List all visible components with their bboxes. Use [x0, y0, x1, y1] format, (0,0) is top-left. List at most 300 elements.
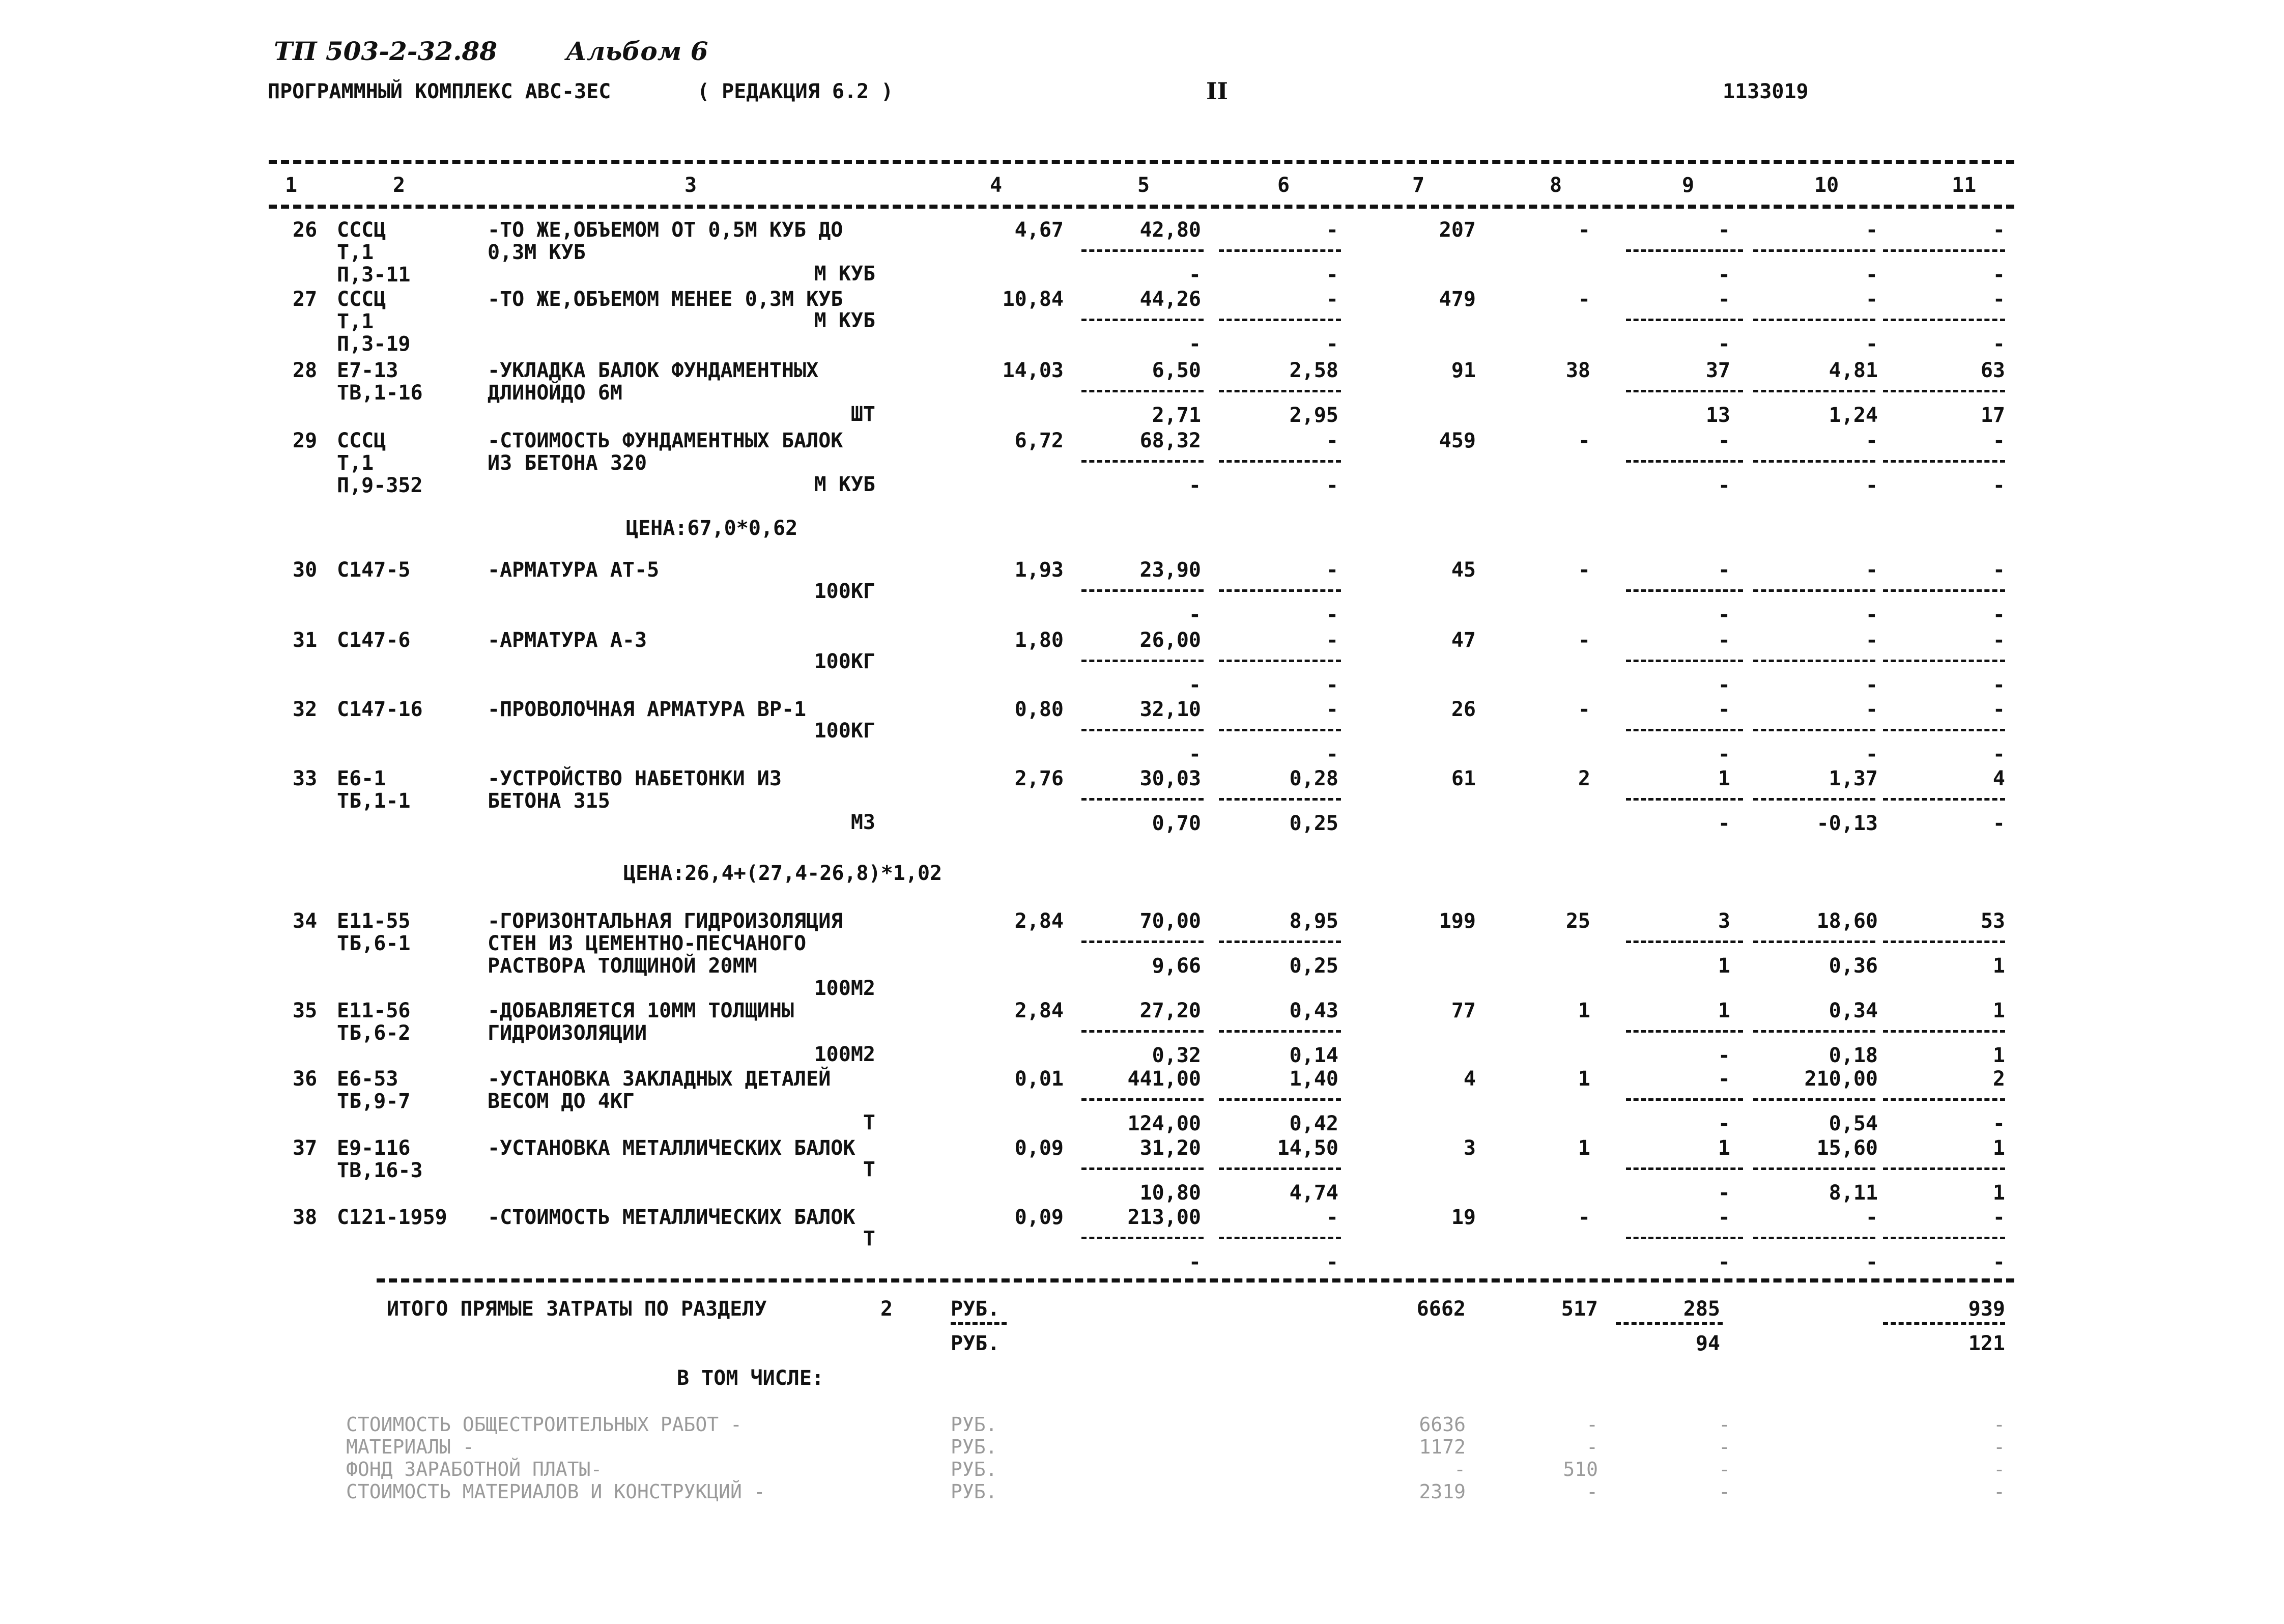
row-col9: 37	[1705, 359, 1730, 382]
row-col6: -	[1326, 474, 1338, 497]
row-col6: -	[1326, 218, 1338, 242]
row-col5: -	[1188, 263, 1201, 287]
cell-rule	[1883, 1030, 2005, 1033]
row-qty: 1,80	[1014, 629, 1064, 652]
row-description: -УКЛАДКА БАЛОК ФУНДАМЕНТНЫХ	[488, 359, 819, 382]
edition-label: ( РЕДАКЦИЯ 6.2 )	[697, 80, 894, 103]
breakdown-unit: РУБ.	[951, 1436, 997, 1458]
cell-rule	[1753, 798, 1875, 801]
row-col6: -	[1326, 1206, 1338, 1229]
cell-rule	[1219, 460, 1341, 463]
row-description: -УСТАНОВКА МЕТАЛЛИЧЕСКИХ БАЛОК	[488, 1136, 855, 1160]
cell-rule	[1081, 319, 1204, 321]
row-number: 29	[293, 429, 318, 452]
row-qty: 2,76	[1014, 767, 1064, 790]
cell-rule	[1626, 390, 1743, 392]
cell-rule	[1081, 1237, 1204, 1239]
row-col11: -	[1992, 218, 2005, 242]
row-col10: -	[1865, 288, 1878, 311]
row-col5: -	[1188, 743, 1201, 766]
totals-col8: 517	[1561, 1297, 1598, 1321]
row-code: Е6-1	[337, 767, 386, 790]
cell-rule	[1081, 729, 1204, 731]
breakdown-col9: -	[1719, 1458, 1730, 1480]
row-code: С147-6	[337, 629, 411, 652]
row-col6: 0,28	[1289, 767, 1338, 790]
row-col11: 53	[1980, 909, 2005, 933]
row-code: ТБ,9-7	[337, 1090, 411, 1113]
row-col5: 213,00	[1127, 1206, 1201, 1229]
row-col7: 45	[1451, 558, 1476, 582]
row-col6: -	[1326, 673, 1338, 697]
row-col9: -	[1718, 1112, 1730, 1135]
row-col7: 207	[1439, 218, 1476, 242]
row-col7: 26	[1451, 698, 1476, 721]
row-number: 38	[293, 1206, 318, 1229]
row-col10: -	[1865, 263, 1878, 287]
row-unit: 100КГ	[814, 719, 875, 743]
row-col10: -	[1865, 1250, 1878, 1274]
row-qty: 0,01	[1014, 1067, 1064, 1091]
row-col6: 2,95	[1289, 404, 1338, 427]
breakdown-label: МАТЕРИАЛЫ -	[346, 1436, 474, 1458]
col-header-3: 3	[684, 174, 697, 197]
row-unit: М КУБ	[814, 309, 875, 332]
row-col5: -	[1188, 603, 1201, 626]
row-code: П,3-11	[337, 263, 411, 287]
row-col9: -	[1718, 429, 1730, 452]
row-col9: -	[1718, 629, 1730, 652]
row-col11: -	[1992, 558, 2005, 582]
row-col7: 3	[1463, 1136, 1476, 1160]
cell-rule	[1883, 798, 2005, 801]
row-col11: -	[1992, 1250, 2005, 1274]
cell-rule	[1883, 249, 2005, 252]
row-col8: 2	[1578, 767, 1590, 790]
cell-rule	[1753, 1098, 1875, 1101]
row-unit: 100М2	[814, 977, 875, 1000]
row-description: РАСТВОРА ТОЛЩИНОЙ 20ММ	[488, 954, 757, 978]
row-col10: -	[1865, 629, 1878, 652]
row-number: 30	[293, 558, 318, 582]
row-col6: -	[1326, 743, 1338, 766]
row-col10: 18,60	[1816, 909, 1878, 933]
row-description: ИЗ БЕТОНА 320	[488, 451, 647, 475]
row-unit: М3	[850, 811, 875, 834]
row-code: Е9-116	[337, 1136, 411, 1160]
row-description: -УСТРОЙСТВО НАБЕТОНКИ ИЗ	[488, 767, 782, 790]
row-qty: 6,72	[1014, 429, 1064, 452]
row-col9: -	[1718, 743, 1730, 766]
row-description: -УСТАНОВКА ЗАКЛАДНЫХ ДЕТАЛЕЙ	[488, 1067, 831, 1091]
row-col6: -	[1326, 1250, 1338, 1274]
cell-rule	[1626, 798, 1743, 801]
col-header-8: 8	[1550, 174, 1562, 197]
totals-col7: 6662	[1416, 1297, 1466, 1321]
row-col9: -	[1718, 218, 1730, 242]
breakdown-col11: -	[1993, 1480, 2005, 1503]
row-col9: -	[1718, 1250, 1730, 1274]
row-col10: -0,13	[1816, 812, 1878, 835]
row-unit: 100КГ	[814, 650, 875, 673]
row-col9: -	[1718, 558, 1730, 582]
row-col5: 70,00	[1139, 909, 1201, 933]
row-col6: 4,74	[1289, 1181, 1338, 1205]
cell-rule	[1883, 1167, 2005, 1170]
cell-rule	[1883, 941, 2005, 943]
cell-rule	[1219, 729, 1341, 731]
cell-rule	[1753, 390, 1875, 392]
row-col7: 91	[1451, 359, 1476, 382]
row-description: -ДОБАВЛЯЕТСЯ 10ММ ТОЛЩИНЫ	[488, 999, 794, 1022]
breakdown-unit: РУБ.	[951, 1480, 997, 1503]
row-code: П,9-352	[337, 474, 423, 497]
cell-rule	[1219, 1030, 1341, 1033]
row-col11: 1	[1992, 954, 2005, 978]
breakdown-col8: 510	[1563, 1458, 1598, 1480]
cell-rule	[1219, 798, 1341, 801]
cell-rule	[1219, 319, 1341, 321]
cell-rule	[1753, 941, 1875, 943]
row-col10: -	[1865, 698, 1878, 721]
breakdown-col11: -	[1993, 1458, 2005, 1480]
totals-section: 2	[880, 1297, 893, 1321]
cell-rule	[1753, 729, 1875, 731]
row-col5: 0,32	[1152, 1044, 1201, 1067]
row-col11: -	[1992, 474, 2005, 497]
cell-rule	[1081, 798, 1204, 801]
sheet-code: 1133019	[1723, 80, 1809, 103]
breakdown-col8: -	[1586, 1413, 1598, 1436]
row-col6: 14,50	[1277, 1136, 1338, 1160]
row-code: Т,1	[337, 451, 374, 475]
row-code: ТВ,16-3	[337, 1159, 423, 1182]
row-description: БЕТОНА 315	[488, 789, 610, 813]
album-label: Альбом 6	[566, 36, 708, 66]
cell-rule	[1753, 589, 1875, 592]
row-col5: 124,00	[1127, 1112, 1201, 1135]
row-col6: 0,25	[1289, 812, 1338, 835]
cell-rule	[1081, 589, 1204, 592]
row-col8: 1	[1578, 999, 1590, 1022]
row-description: СТЕН ИЗ ЦЕМЕНТНО-ПЕСЧАНОГО	[488, 932, 807, 955]
row-code: Е7-13	[337, 359, 398, 382]
row-col10: 0,18	[1829, 1044, 1878, 1067]
row-col10: 0,36	[1829, 954, 1878, 978]
cell-rule	[1219, 249, 1341, 252]
breakdown-unit: РУБ.	[951, 1458, 997, 1480]
row-col10: -	[1865, 603, 1878, 626]
row-col7: 4	[1463, 1067, 1476, 1091]
breakdown-unit: РУБ.	[951, 1413, 997, 1436]
row-code: ТВ,1-16	[337, 381, 423, 405]
row-col6: 0,14	[1289, 1044, 1338, 1067]
cell-rule	[1626, 1030, 1743, 1033]
row-col8: 1	[1578, 1136, 1590, 1160]
row-col9: 13	[1705, 404, 1730, 427]
breakdown-col7: 1172	[1419, 1436, 1466, 1458]
breakdown-col9: -	[1719, 1413, 1730, 1436]
cell-rule	[1883, 460, 2005, 463]
row-unit: М КУБ	[814, 473, 875, 496]
row-code: Т,1	[337, 310, 374, 333]
cell-rule	[1883, 390, 2005, 392]
cell-rule	[1081, 390, 1204, 392]
breakdown-label: СТОИМОСТЬ ОБЩЕСТРОИТЕЛЬНЫХ РАБОТ -	[346, 1413, 742, 1436]
row-col11: 1	[1992, 1044, 2005, 1067]
cell-rule	[1883, 319, 2005, 321]
breakdown-col8: -	[1586, 1480, 1598, 1503]
col-header-11: 11	[1952, 174, 1977, 197]
row-col7: 47	[1451, 629, 1476, 652]
row-unit: Т	[863, 1111, 875, 1134]
row-code: Е11-56	[337, 999, 411, 1022]
cell-rule	[1626, 660, 1743, 662]
row-col6: 0,42	[1289, 1112, 1338, 1135]
row-qty: 0,80	[1014, 698, 1064, 721]
document-code: ТП 503-2-32.88	[274, 36, 498, 66]
row-col5: 0,70	[1152, 812, 1201, 835]
row-col8: -	[1578, 288, 1590, 311]
row-code: С147-16	[337, 698, 423, 721]
row-col5: 2,71	[1152, 404, 1201, 427]
breakdown-col9: -	[1719, 1436, 1730, 1458]
row-col10: -	[1865, 558, 1878, 582]
cell-rule	[1081, 660, 1204, 662]
row-col6: -	[1326, 332, 1338, 356]
row-col9: -	[1718, 332, 1730, 356]
row-code: С147-5	[337, 558, 411, 582]
row-col9: -	[1718, 698, 1730, 721]
row-col11: -	[1992, 743, 2005, 766]
row-col5: 68,32	[1139, 429, 1201, 452]
row-col10: -	[1865, 743, 1878, 766]
cell-rule	[1626, 729, 1743, 731]
breakdown-label: ФОНД ЗАРАБОТНОЙ ПЛАТЫ-	[346, 1458, 603, 1480]
row-col10: -	[1865, 1206, 1878, 1229]
row-col8: -	[1578, 558, 1590, 582]
row-number: 27	[293, 288, 318, 311]
col-header-4: 4	[990, 174, 1003, 197]
totals-col9-rule	[1616, 1322, 1723, 1325]
cell-rule	[1081, 460, 1204, 463]
row-col11: 17	[1980, 404, 2005, 427]
row-col9: 1	[1718, 954, 1730, 978]
cell-rule	[1626, 460, 1743, 463]
totals-top-rule	[377, 1278, 2014, 1283]
row-qty: 0,09	[1014, 1136, 1064, 1160]
cell-rule	[1219, 1167, 1341, 1170]
including-label: В ТОМ ЧИСЛЕ:	[677, 1366, 824, 1390]
row-description: -АРМАТУРА АТ-5	[488, 558, 660, 582]
breakdown-col8: -	[1586, 1436, 1598, 1458]
cell-rule	[1753, 1030, 1875, 1033]
cell-rule	[1753, 1237, 1875, 1239]
cell-rule	[1883, 729, 2005, 731]
row-col8: -	[1578, 218, 1590, 242]
row-code: П,3-19	[337, 332, 411, 356]
breakdown-col7: 2319	[1419, 1480, 1466, 1503]
price-note: ЦЕНА:67,0*0,62	[626, 517, 798, 540]
row-col5: 10,80	[1139, 1181, 1201, 1205]
row-unit: 100М2	[814, 1043, 875, 1066]
row-code: ТБ,6-2	[337, 1021, 411, 1045]
table-top-rule	[269, 160, 2014, 164]
row-col11: 63	[1980, 359, 2005, 382]
totals-col9: 94	[1695, 1332, 1720, 1355]
row-col5: -	[1188, 1250, 1201, 1274]
row-col6: -	[1326, 629, 1338, 652]
cell-rule	[1081, 249, 1204, 252]
row-qty: 0,09	[1014, 1206, 1064, 1229]
row-description: -ТО ЖЕ,ОБЪЕМОМ ОТ 0,5М КУБ ДО	[488, 218, 843, 242]
row-unit: Т	[863, 1158, 875, 1181]
cell-rule	[1626, 1237, 1743, 1239]
row-col6: -	[1326, 698, 1338, 721]
row-col9: -	[1718, 474, 1730, 497]
row-code: ТБ,1-1	[337, 789, 411, 813]
program-title: ПРОГРАММНЫЙ КОМПЛЕКС АВС-3ЕС	[268, 80, 611, 103]
row-number: 32	[293, 698, 318, 721]
row-col11: -	[1992, 673, 2005, 697]
cell-rule	[1081, 1098, 1204, 1101]
row-code: СССЦ	[337, 429, 386, 452]
cell-rule	[1081, 1167, 1204, 1170]
row-col7: 479	[1439, 288, 1476, 311]
row-col8: 1	[1578, 1067, 1590, 1091]
row-col6: 2,58	[1289, 359, 1338, 382]
row-col9: -	[1718, 1181, 1730, 1205]
cell-rule	[1219, 589, 1341, 592]
row-col10: -	[1865, 332, 1878, 356]
row-col5: 42,80	[1139, 218, 1201, 242]
row-qty: 1,93	[1014, 558, 1064, 582]
row-col8: -	[1578, 1206, 1590, 1229]
row-col7: 459	[1439, 429, 1476, 452]
row-col6: -	[1326, 288, 1338, 311]
row-col10: 0,34	[1829, 999, 1878, 1022]
cell-rule	[1753, 660, 1875, 662]
row-number: 37	[293, 1136, 318, 1160]
row-code: СССЦ	[337, 288, 386, 311]
cell-rule	[1219, 1098, 1341, 1101]
row-code: Е6-53	[337, 1067, 398, 1091]
row-col8: -	[1578, 698, 1590, 721]
cell-rule	[1626, 319, 1743, 321]
row-col9: -	[1718, 263, 1730, 287]
row-col10: 0,54	[1829, 1112, 1878, 1135]
row-col9: -	[1718, 1206, 1730, 1229]
row-number: 31	[293, 629, 318, 652]
row-qty: 4,67	[1014, 218, 1064, 242]
row-col9: 3	[1718, 909, 1730, 933]
breakdown-col9: -	[1719, 1480, 1730, 1503]
row-unit: ШТ	[850, 403, 875, 426]
breakdown-label: СТОИМОСТЬ МАТЕРИАЛОВ И КОНСТРУКЦИЙ -	[346, 1480, 765, 1503]
cell-rule	[1626, 941, 1743, 943]
col-header-6: 6	[1277, 174, 1290, 197]
totals-col9: 285	[1683, 1297, 1720, 1321]
row-description: -ГОРИЗОНТАЛЬНАЯ ГИДРОИЗОЛЯЦИЯ	[488, 909, 843, 933]
cell-rule	[1883, 1237, 2005, 1239]
row-qty: 14,03	[1002, 359, 1064, 382]
row-col5: -	[1188, 474, 1201, 497]
row-description: ГИДРОИЗОЛЯЦИИ	[488, 1021, 647, 1045]
row-unit: Т	[863, 1227, 875, 1250]
row-col11: 2	[1992, 1067, 2005, 1091]
row-col5: 27,20	[1139, 999, 1201, 1022]
col-header-7: 7	[1412, 174, 1425, 197]
row-col10: 15,60	[1816, 1136, 1878, 1160]
row-number: 34	[293, 909, 318, 933]
row-col6: 8,95	[1289, 909, 1338, 933]
row-unit: М КУБ	[814, 262, 875, 286]
col-header-10: 10	[1814, 174, 1839, 197]
row-col10: -	[1865, 429, 1878, 452]
row-description: -АРМАТУРА А-3	[488, 629, 647, 652]
row-col8: 38	[1565, 359, 1590, 382]
cell-rule	[1626, 1098, 1743, 1101]
row-col5: 9,66	[1152, 954, 1201, 978]
col-header-5: 5	[1137, 174, 1150, 197]
row-col8: 25	[1565, 909, 1590, 933]
breakdown-col7: 6636	[1419, 1413, 1466, 1436]
col-header-1: 1	[285, 174, 298, 197]
row-col10: -	[1865, 673, 1878, 697]
row-number: 33	[293, 767, 318, 790]
row-col5: 32,10	[1139, 698, 1201, 721]
row-col8: -	[1578, 629, 1590, 652]
cell-rule	[1081, 941, 1204, 943]
row-col6: -	[1326, 558, 1338, 582]
row-col9: -	[1718, 1067, 1730, 1091]
row-col5: -	[1188, 332, 1201, 356]
row-col8: -	[1578, 429, 1590, 452]
row-col11: 1	[1992, 999, 2005, 1022]
row-number: 35	[293, 999, 318, 1022]
row-col5: 44,26	[1139, 288, 1201, 311]
cell-rule	[1753, 319, 1875, 321]
row-col6: -	[1326, 263, 1338, 287]
breakdown-col7: -	[1454, 1458, 1466, 1480]
row-code: С121-1959	[337, 1206, 447, 1229]
col-header-2: 2	[393, 174, 406, 197]
row-qty: 10,84	[1002, 288, 1064, 311]
row-col11: -	[1992, 263, 2005, 287]
row-col7: 61	[1451, 767, 1476, 790]
row-col6: -	[1326, 603, 1338, 626]
row-col5: 31,20	[1139, 1136, 1201, 1160]
cell-rule	[1753, 460, 1875, 463]
row-unit: 100КГ	[814, 580, 875, 603]
cell-rule	[1753, 249, 1875, 252]
row-col6: 0,43	[1289, 999, 1338, 1022]
row-code: ТБ,6-1	[337, 932, 411, 955]
row-col10: -	[1865, 218, 1878, 242]
table-header-rule	[269, 205, 2014, 209]
cell-rule	[1219, 1237, 1341, 1239]
row-col7: 77	[1451, 999, 1476, 1022]
row-col9: -	[1718, 1044, 1730, 1067]
row-col10: 1,37	[1829, 767, 1878, 790]
row-number: 36	[293, 1067, 318, 1091]
totals-unit-rule	[951, 1322, 1007, 1325]
row-col5: 441,00	[1127, 1067, 1201, 1091]
row-col10: 8,11	[1829, 1181, 1878, 1205]
cell-rule	[1626, 249, 1743, 252]
row-description: -СТОИМОСТЬ ФУНДАМЕНТНЫХ БАЛОК	[488, 429, 843, 452]
row-col9: 1	[1718, 999, 1730, 1022]
